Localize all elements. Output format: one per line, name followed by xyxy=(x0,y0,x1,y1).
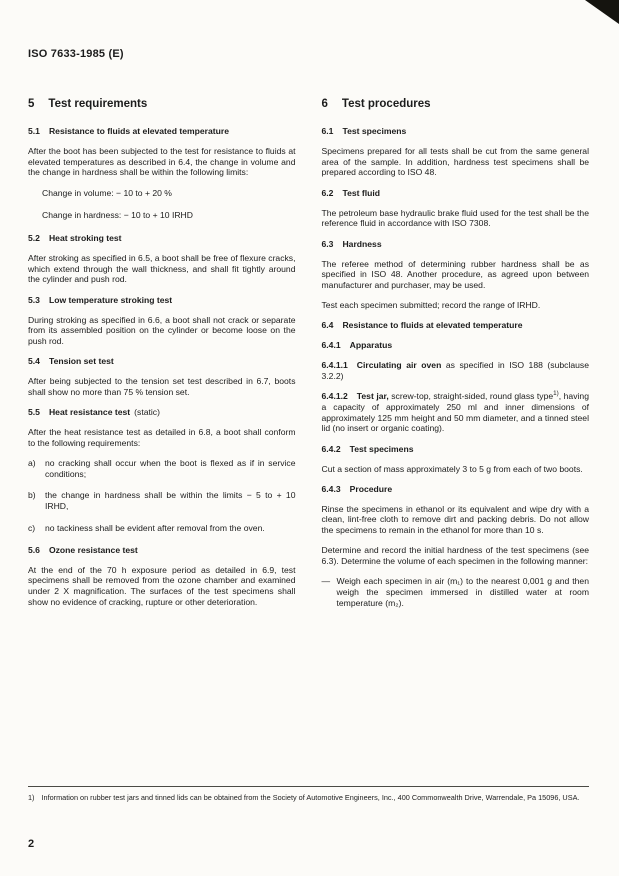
section-6-2-heading xyxy=(322,188,590,198)
section-5-6 xyxy=(28,545,296,608)
section-number: 5.1 xyxy=(28,126,40,136)
list-marker: c) xyxy=(28,522,36,533)
section-6-3 xyxy=(322,239,590,311)
section-number: 6.4.3 xyxy=(321,483,341,494)
paragraph: The referee method of determining rubber hardness shall be as specified in ISO 48. Another procedure, as agreed upon between manufacturer and purchaser, may be used. xyxy=(321,258,589,290)
section-6-4 xyxy=(322,320,590,608)
section-5-4-heading xyxy=(28,356,296,366)
section-number: 6.4 xyxy=(321,320,334,331)
section-5-1 xyxy=(28,126,296,221)
footnote-divider xyxy=(28,786,589,787)
section-5-2 xyxy=(28,233,296,285)
section-number: 5.5 xyxy=(28,407,40,418)
section-5-heading xyxy=(28,98,296,110)
section-5-5-heading xyxy=(28,407,296,417)
section-title: Ozone resistance test xyxy=(48,544,138,555)
two-column-layout xyxy=(28,98,589,619)
footnote xyxy=(28,793,589,802)
section-title: Test fluid xyxy=(342,187,381,198)
clause-6-4-1-2 xyxy=(322,391,590,434)
section-title: Apparatus xyxy=(349,340,393,351)
limit-hardness: Change in hardness: − 10 to + 10 IRHD xyxy=(42,210,193,221)
section-6-4-2-heading xyxy=(322,444,590,454)
section-number: 5.4 xyxy=(28,356,40,367)
list-text: the change in hardness shall be within the limits − 5 to + 10 IRHD, xyxy=(45,490,296,512)
section-number: 5.6 xyxy=(28,544,40,555)
paragraph: During stroking as specified in 6.6, a boot shall not crack or separate from its assembled position on the cylinder or become loose on the push rod. xyxy=(28,314,296,347)
footnote-area xyxy=(28,786,589,802)
paragraph: After the boot has been subjected to the test for resistance to fluids at elevated temperatures as described in 6.4, the change in volume and the change in hardness shall be within the following limits: xyxy=(28,146,296,178)
section-number: 6.3 xyxy=(321,238,334,249)
footnote-marker: 1) xyxy=(28,793,35,802)
dash-marker: — xyxy=(321,576,331,587)
section-5-5 xyxy=(28,407,296,533)
section-5-1-heading xyxy=(28,126,296,136)
paragraph: At the end of the 70 h exposure period as detailed in 6.9, test specimens shall be removed from the ozone chamber and examined under 2 X magnification. The surfaces of the test specimens shall show no evidence of cracking, rupture or other deterioration. xyxy=(28,564,296,607)
section-5-3 xyxy=(28,295,296,347)
section-6-1-heading xyxy=(322,126,590,136)
paragraph: After being subjected to the tension set test described in 6.7, boots shall show no more than 75 % tension set. xyxy=(28,376,296,397)
section-title: Hardness xyxy=(342,238,382,249)
section-6-3-heading xyxy=(322,239,590,249)
doc-reference: ISO 7633-1985 (E) xyxy=(28,48,124,60)
clause-text: screw-top, straight-sided, round glass type xyxy=(388,391,554,402)
section-title: Tension set test xyxy=(48,356,114,367)
section-title: Heat stroking test xyxy=(48,233,122,244)
section-number: 6 xyxy=(321,98,328,110)
limit-volume: Change in volume: − 10 to + 20 % xyxy=(42,187,172,198)
list-marker: b) xyxy=(28,490,36,501)
paragraph: Determine and record the initial hardness of the test specimens (see 6.3). Determine the volume of each specimen in the following manner: xyxy=(321,545,589,567)
paragraph: After the heat resistance test as detailed in 6.8, a boot shall conform to the following requirements: xyxy=(28,427,296,448)
section-5-2-heading xyxy=(28,233,296,243)
list-text: no tackiness shall be evident after removal from the oven. xyxy=(45,522,265,533)
paragraph: The petroleum base hydraulic brake fluid used for the test shall be the reference fluid in accordance with ISO 7308. xyxy=(321,207,589,229)
section-5-3-heading xyxy=(28,295,296,305)
section-title: Test specimens xyxy=(349,443,414,454)
apparatus-name: Test jar, xyxy=(356,391,389,402)
section-number: 5.2 xyxy=(28,233,40,244)
dash-text: Weigh each specimen in air (m₁) to the nearest 0,001 g and then weigh the specimen immersed in distilled water at room temperature (m₂). xyxy=(336,576,589,608)
section-5-6-heading xyxy=(28,545,296,555)
left-column xyxy=(28,98,296,619)
list-item-b xyxy=(28,490,296,511)
section-title: Test specimens xyxy=(342,126,407,136)
clause-6-4-1-1 xyxy=(322,360,590,381)
clause-text: as specified in ISO 188 (subclause 3.2.2) xyxy=(321,360,589,382)
section-title: Test procedures xyxy=(341,98,431,110)
section-title: Heat resistance test xyxy=(48,407,131,418)
section-number: 5.3 xyxy=(28,294,40,305)
section-number: 6.4.2 xyxy=(321,443,341,454)
section-6-4-heading xyxy=(322,320,590,330)
footnote-text: Information on rubber test jars and tinned lids can be obtained from the Society of Automotive Engineers, Inc., 400 Commonwealth Drive, Warrendale, Pa 15096, USA. xyxy=(41,793,580,802)
section-number: 6.2 xyxy=(321,187,334,198)
section-title: Resistance to fluids at elevated temperature xyxy=(48,126,230,136)
scan-corner-artifact xyxy=(585,0,619,24)
section-title: Low temperature stroking test xyxy=(48,294,173,305)
section-title: Procedure xyxy=(349,483,393,494)
list-text: no cracking shall occur when the boot is flexed as if in service conditions; xyxy=(45,458,296,479)
clause-number: 6.4.1.2 xyxy=(321,391,348,402)
section-number: 6.4.1 xyxy=(321,340,341,351)
section-6-2 xyxy=(322,188,590,229)
page-number: 2 xyxy=(28,838,35,850)
right-column xyxy=(322,98,590,619)
paragraph: Specimens prepared for all tests shall be cut from the same general area of the sample. In addition, hardness test specimens shall be prepared according to ISO 48. xyxy=(321,146,589,178)
list-item-c xyxy=(28,523,296,534)
section-6-1 xyxy=(322,126,590,178)
footnote-reference: 1) xyxy=(553,390,559,398)
paragraph: Rinse the specimens in ethanol or its equivalent and wipe dry with a clean, lint-free cloth to remove dirt and packing debris. Do not allow the specimens to remain in the ethanol for more than 10 s. xyxy=(321,503,589,536)
paragraph: Test each specimen submitted; record the range of IRHD. xyxy=(321,300,541,311)
section-title: Test requirements xyxy=(48,98,148,110)
section-number: 5 xyxy=(28,98,35,110)
section-6-4-3-heading xyxy=(322,484,590,494)
section-6-heading xyxy=(322,98,590,110)
section-number: 6.1 xyxy=(321,126,334,136)
apparatus-name: Circulating air oven xyxy=(356,360,442,371)
section-title-note: (static) xyxy=(134,407,160,418)
list-item-a xyxy=(28,458,296,479)
paragraph: Cut a section of mass approximately 3 to 5 g from each of two boots. xyxy=(321,463,583,474)
section-6-4-1-heading xyxy=(322,340,590,350)
list-marker: a) xyxy=(28,458,36,469)
clause-text: , having a capacity of approximately 250 ml and inner dimensions of approximately 125 mm height and 50 mm diameter, and a tinned steel lid (no insert or organic coating). xyxy=(321,391,589,434)
section-title: Resistance to fluids at elevated temperature xyxy=(342,320,523,331)
clause-number: 6.4.1.1 xyxy=(321,360,348,371)
dash-item xyxy=(322,576,590,608)
section-5-4 xyxy=(28,356,296,397)
paragraph: After stroking as specified in 6.5, a boot shall be free of flexure cracks, which extend through the wall thickness, and shall fit tightly around the cylinder and push rod. xyxy=(28,253,296,285)
